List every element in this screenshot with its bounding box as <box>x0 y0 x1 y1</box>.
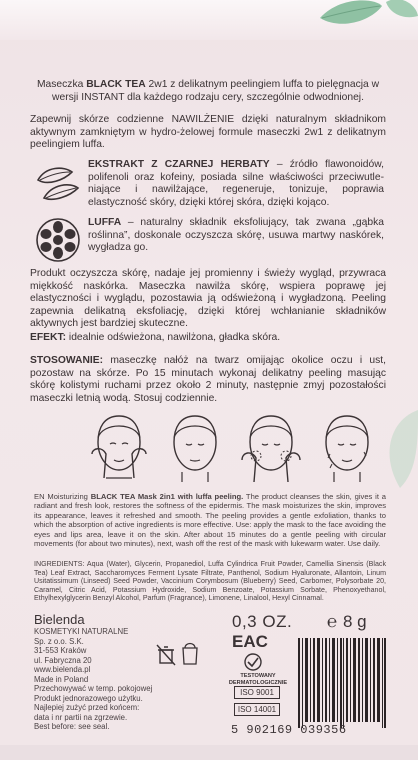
company-line: Produkt jednorazowego użytku. <box>34 693 143 703</box>
english-description <box>34 492 386 548</box>
ingredient-description: – naturalny składnik eksfoliujący, tak zwana „gąbka roślinna”, doskonale oczyszcza skórę, usuwa martwy naskórek, wygładza go. <box>88 217 384 254</box>
company-line: Best before: see seal. <box>34 722 110 731</box>
english-title: Mask 2in1 with luffa peeling. <box>135 492 244 501</box>
intro-paragraph: Zapewnij skórze codzienne NAWILŻENIE dzięki naturalnym składnikom aktywnym zamkniętym w hydro-żelowej formule maseczki 2w1 z delikatnym peelingiem luffa. <box>30 114 386 151</box>
iso-14001-badge: ISO 14001 <box>234 703 280 716</box>
estimated-sign-icon: ℮ <box>327 612 338 631</box>
recycle-bin-icon <box>156 644 176 666</box>
ingredient-name: LUFFA <box>88 217 122 228</box>
usage-label: STOSOWANIE: <box>30 355 104 366</box>
weight-grams: 8 g <box>343 612 367 631</box>
english-text: The product cleanses the skin, gives it a radiant and fresh look, restores the softness of the epidermis. The mask moisturizes the skin, improves its appearance, leaves it refreshed and smooth. The peeling provides a gentle exfoliation, thanks to which the absorption of active ingredients is more effective. Use: apply the mask to the face avoiding the eyes and lips area, leave it on the skin. After about 15 minutes do a gentle peeling with circular movements (for about two minutes), next, wash off the rest of the mask with lukewarm water. Use daily. <box>34 492 387 549</box>
product-description: Produkt oczyszcza skórę, nadaje jej promienny i świeży wygląd, przywraca miękkość naskórka. Maseczka nawilża skórę, wspiera poprawę jej elastyczności i wyglądu, pozostawia ją odświeżoną i wygładzoną. Peeling zapewnia delikatną eksfoliację, dzięki której wchłanianie składników aktywnych jest bardziej skuteczne. <box>30 268 386 330</box>
tea-leaves-icon <box>34 160 82 208</box>
eac-mark-icon: EAC <box>232 632 268 651</box>
step-1-apply-icon <box>84 408 154 484</box>
product-title <box>30 79 386 104</box>
application-steps <box>84 408 384 488</box>
ingredient-name: EKSTRAKT Z CZARNEJ HERBATY <box>88 159 270 170</box>
title-bold: BLACK TEA <box>86 79 146 90</box>
brand-name: Bielenda <box>34 612 85 627</box>
net-weight-oz: 0,3 OZ. <box>232 612 293 631</box>
step-3-massage-icon <box>236 408 306 484</box>
company-info <box>34 627 174 732</box>
effect-label: EFEKT: <box>30 332 67 343</box>
company-line: ul. Fabryczna 20 <box>34 655 92 665</box>
english-bold: BLACK TEA <box>90 492 136 501</box>
company-line: Sp. z o.o. S.K. <box>34 636 84 646</box>
company-line: Made in Poland <box>34 674 89 684</box>
bottom-seal-strip <box>0 745 418 760</box>
ingredient-description: – źródło flawonoidów, polifenoli oraz kofeiny, posiada silne właściwości przeciwutle-niające i nawilżające, regeneruje, tonizuje, poprawia elastyczność skóry, dzięki której skóra, dzięki kojąco. <box>88 159 384 208</box>
company-line: Przechowywać w temp. pokojowej <box>34 684 153 693</box>
usage-instructions <box>30 355 386 405</box>
pao-icon <box>180 640 200 666</box>
barcode-icon <box>298 638 386 728</box>
dermatologically-tested-label: TESTOWANY DERMATOLOGICZNIE <box>228 673 288 686</box>
effect-text: idealnie odświeżona, nawilżona, gładka skóra. <box>66 332 281 343</box>
usage-text: maseczkę nałóż na twarz omijając okolice oczu i ust, pozostaw na skórze. Po 15 minutach wykonaj delikatny peeling masując skórę kolistymi ruchami przez około 2 minuty, następnie zmyj pozostałości maseczki letnią wodą. Stosuj codziennie. <box>30 355 386 404</box>
company-line: data i nr partii na zgrzewie. <box>34 712 128 722</box>
company-line: 31-553 Kraków <box>34 646 87 655</box>
english-prefix: EN Moisturizing <box>34 492 91 501</box>
company-line: Najlepiej zużyć przed końcem: <box>34 703 140 712</box>
step-4-rinse-icon <box>312 408 382 484</box>
company-line: www.bielenda.pl <box>34 665 91 674</box>
inci-ingredients: INGREDIENTS: Aqua (Water), Glycerin, Propanediol, Luffa Cylindrica Fruit Powder, Camellia Sinensis (Black Tea) Leaf Extract, Saccharomyces Ferment Lysate Filtrate, Panthenol, Sodium Hyaluronate, Allantoin, Linum Usitatissimum (Linseed) Seed Powder, Vaccinium Corymbosum (Blueberry) Seed, Carbomer, Polysorbate 20, Caramel, Citric Acid, Potassium Hydroxide, Sodium Benzoate, Potassium Sorbate, Phenoxyethanol, Ethylhexylglycerin Benzyl Alcohol, Parfum (Fragrance), Limonene, Linalool, Hexyl Cinnamal. <box>34 560 386 603</box>
dermatology-tested-icon <box>238 652 268 672</box>
iso-9001-badge: ISO 9001 <box>234 686 280 699</box>
step-2-wait-icon <box>160 408 230 484</box>
effect-line <box>30 332 386 345</box>
title-prefix: Maseczka <box>36 79 87 90</box>
ingredient-luffa <box>88 217 384 255</box>
net-weight-g <box>327 612 367 632</box>
luffa-sponge-icon <box>34 216 82 264</box>
title-suffix: 2w1 z delikatnym peelingiem luffa to pielęgnacja w wersji INSTANT dla każdego rodzaju cery, szczególnie odwodnionej. <box>52 79 380 103</box>
ingredient-black-tea <box>88 159 384 209</box>
barcode-number: 5 902169 039356 <box>231 723 347 737</box>
company-line: KOSMETYKI NATURALNE <box>34 627 129 636</box>
